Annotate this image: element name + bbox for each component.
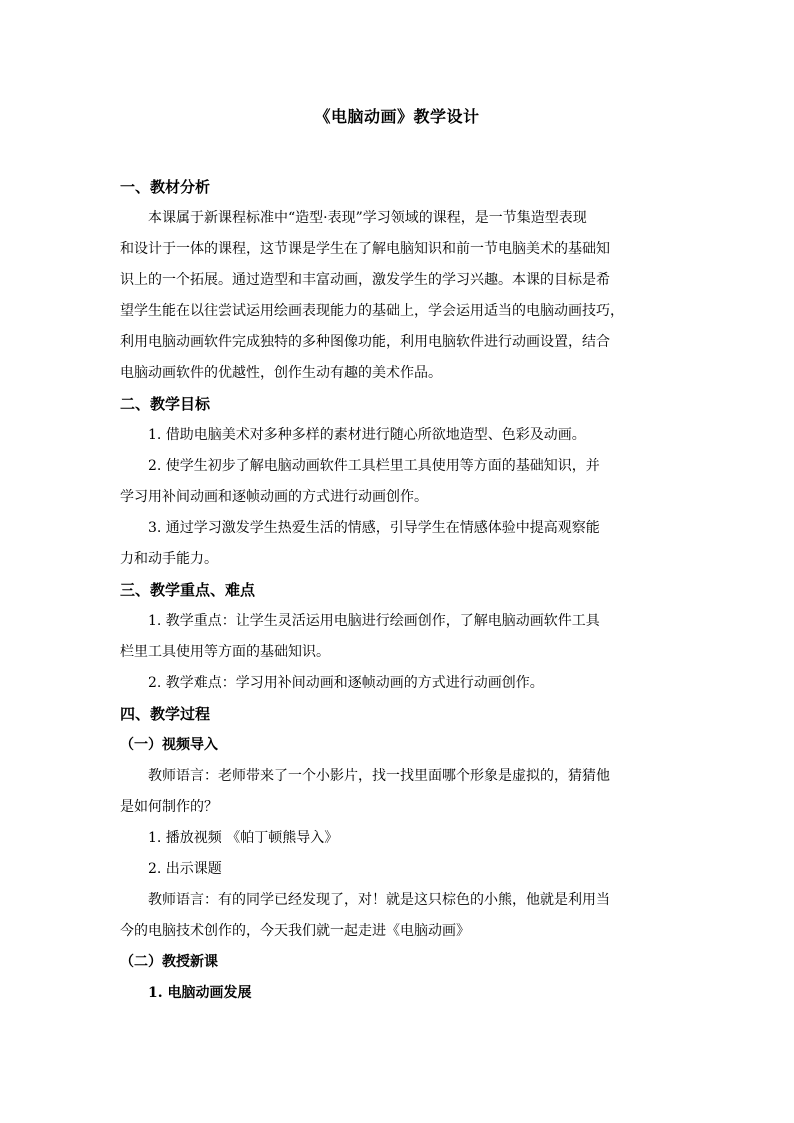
- subsection-heading-new-lesson: （二）教授新课: [120, 954, 218, 970]
- text-line: 3. 通过学习激发学生热爱生活的情感，引导学生在情感体验中提高观察能: [148, 520, 600, 536]
- section-heading-teaching-process: 四、教学过程: [120, 705, 211, 723]
- text-line: 是如何制作的？: [120, 799, 218, 815]
- paragraph-textbook-analysis: [120, 203, 677, 389]
- text-line: 教师语言：有的同学已经发现了，对！就是这只棕色的小熊，他就是利用当: [148, 892, 610, 908]
- text-line: 2. 出示课题: [148, 861, 222, 877]
- document-body: [120, 172, 677, 1009]
- subsection-item-animation-development: 1. 电脑动画发展: [148, 985, 252, 1001]
- section-heading-teaching-goals: 二、教学目标: [120, 395, 211, 413]
- section-heading-key-points: 三、教学重点、难点: [120, 581, 256, 599]
- text-line: 教师语言：老师带来了一个小影片，找一找里面哪个形象是虚拟的，猜猜他: [148, 768, 610, 784]
- document-title: 《电脑动画》教学设计: [314, 107, 480, 126]
- text-line: 2. 使学生初步了解电脑动画软件工具栏里工具使用等方面的基础知识，并: [148, 458, 600, 474]
- key-point-item-1: [120, 606, 677, 668]
- goal-item-2: [120, 451, 677, 513]
- text-line: 2. 教学难点：学习用补间动画和逐帧动画的方式进行动画创作。: [148, 675, 544, 691]
- text-line: 电脑动画软件的优越性，创作生动有趣的美术作品。: [120, 365, 442, 381]
- text-line: 力和动手能力。: [120, 551, 218, 567]
- goal-item-3: [120, 513, 677, 575]
- text-line: 1. 教学重点：让学生灵活运用电脑进行绘画创作，了解电脑动画软件工具: [148, 613, 600, 629]
- key-point-item-2: [120, 668, 677, 699]
- text-line: 今的电脑技术创作的，今天我们就一起走进《电脑动画》: [120, 923, 470, 939]
- text-line: 本课属于新课程标准中“造型·表现”学习领域的课程，是一节集造型表现: [148, 210, 587, 226]
- text-line: 学习用补间动画和逐帧动画的方式进行动画创作。: [120, 489, 428, 505]
- section-heading-textbook-analysis: 一、教材分析: [120, 178, 211, 196]
- teacher-speech-2: [120, 885, 677, 947]
- text-line: 望学生能在以往尝试运用绘画表现能力的基础上，学会运用适当的电脑动画技巧，: [120, 303, 624, 319]
- teacher-speech-1: [120, 761, 677, 823]
- text-line: 识上的一个拓展。通过造型和丰富动画，激发学生的学习兴趣。本课的目标是希: [120, 272, 610, 288]
- goal-item-1: [120, 420, 677, 451]
- text-line: 1. 播放视频 《帕丁顿熊导入》: [148, 830, 339, 846]
- text-line: 栏里工具使用等方面的基础知识。: [120, 644, 330, 660]
- text-line: 和设计于一体的课程，这节课是学生在了解电脑知识和前一节电脑美术的基础知: [120, 241, 610, 257]
- text-line: 利用电脑动画软件完成独特的多种图像功能，利用电脑软件进行动画设置，结合: [120, 334, 610, 350]
- text-line: 1. 借助电脑美术对多种多样的素材进行随心所欲地造型、色彩及动画。: [148, 427, 586, 443]
- step-item-1: [120, 823, 677, 854]
- step-item-2: [120, 854, 677, 885]
- subsection-heading-video-intro: （一）视频导入: [120, 737, 218, 753]
